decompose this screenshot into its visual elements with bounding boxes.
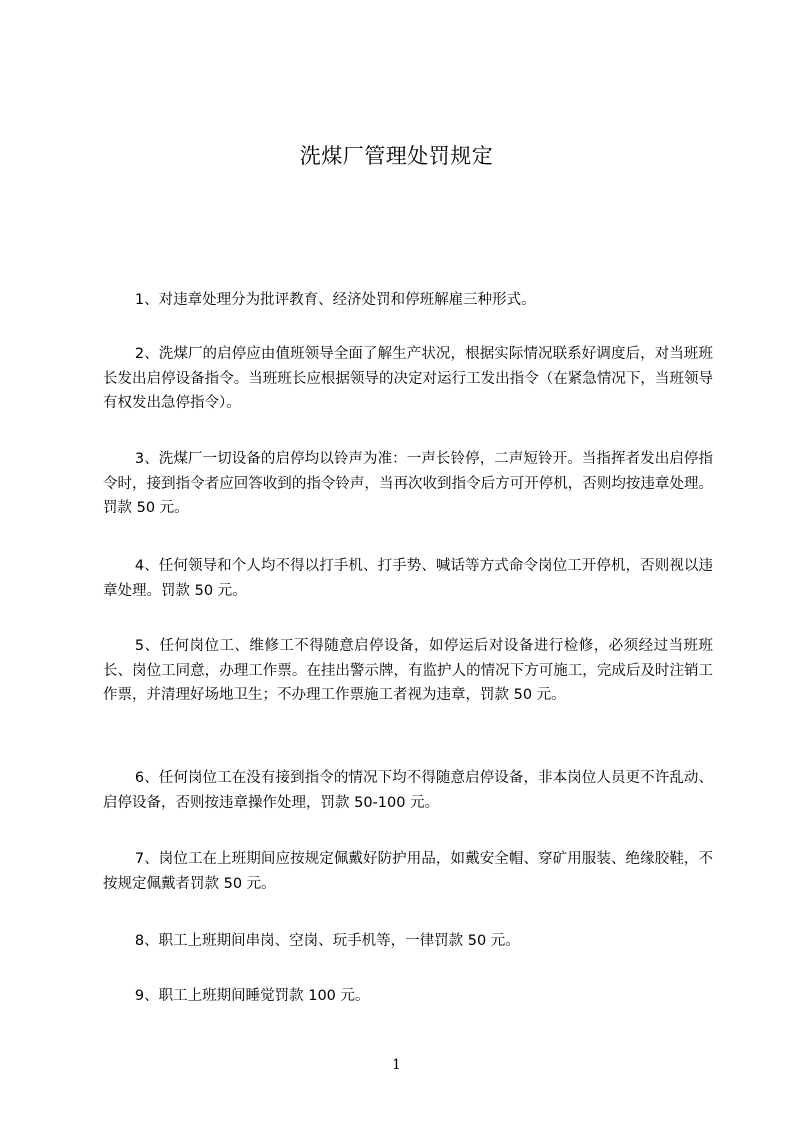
rule-paragraph-4: 4、任何领导和个人均不得以打手机、打手势、喊话等方式命令岗位工开停机，否则视以违章处理。罚款 50 元。 xyxy=(103,558,713,599)
rule-paragraph-3: 3、洗煤厂一切设备的启停均以铃声为准：一声长铃停，二声短铃开。当指挥者发出启停指令时，接到指令者应回答收到的指令铃声，当再次收到指令后方可开停机，否则均按违章处理。罚款 50 元。 xyxy=(103,451,713,516)
document-title: 洗煤厂管理处罚规定 xyxy=(299,144,494,168)
rule-paragraph-1: 1、对违章处理分为批评教育、经济处罚和停班解雇三种形式。 xyxy=(134,292,536,308)
page-number: 1 xyxy=(392,1057,401,1073)
rule-paragraph-6: 6、任何岗位工在没有接到指令的情况下均不得随意启停设备，非本岗位人员更不许乱动、启停设备，否则按违章操作处理，罚款 50-100 元。 xyxy=(103,770,713,811)
rule-paragraph-9: 9、职工上班期间睡觉罚款 100 元。 xyxy=(134,988,370,1004)
rule-paragraph-2: 2、洗煤厂的启停应由值班领导全面了解生产状况，根据实际情况联系好调度后，对当班班长发出启停设备指令。当班班长应根据领导的决定对运行工发出指令（在紧急情况下，当班领导有权发出急停指令）。 xyxy=(103,346,713,411)
rule-paragraph-5: 5、任何岗位工、维修工不得随意启停设备，如停运后对设备进行检修，必须经过当班班长、岗位工同意，办理工作票。在挂出警示牌，有监护人的情况下方可施工，完成后及时注销工作票，并清理好场地卫生；不办理工作票施工者视为违章，罚款 50 元。 xyxy=(103,638,713,703)
rule-paragraph-8: 8、职工上班期间串岗、空岗、玩手机等，一律罚款 50 元。 xyxy=(134,933,520,949)
rule-paragraph-7: 7、岗位工在上班期间应按规定佩戴好防护用品，如戴安全帽、穿矿用服装、绝缘胶鞋，不按规定佩戴者罚款 50 元。 xyxy=(103,851,713,892)
